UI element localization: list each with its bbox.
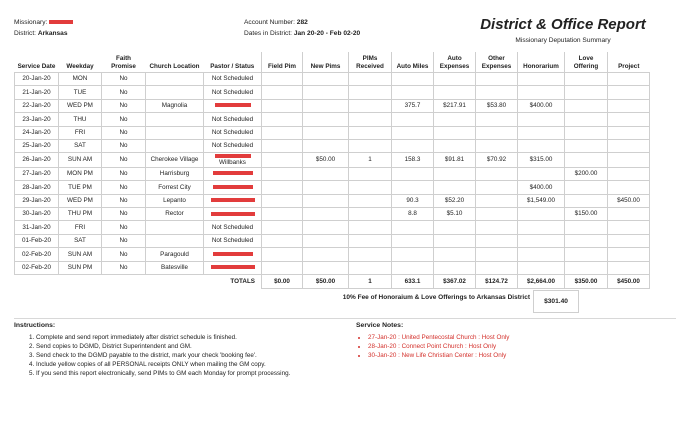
table-cell bbox=[303, 208, 349, 221]
total-love-offering: $350.00 bbox=[565, 274, 608, 288]
table-cell bbox=[303, 139, 349, 152]
table-cell bbox=[565, 261, 608, 274]
instruction-item: 3. Send check to the DGMD payable to the district, mark your check 'booking fee'. bbox=[36, 351, 366, 360]
table-cell bbox=[608, 113, 650, 126]
table-row bbox=[15, 126, 650, 139]
total-pims-received: 1 bbox=[349, 274, 392, 288]
table-cell bbox=[204, 181, 262, 194]
column-header: Faith Promise bbox=[111, 55, 136, 70]
table-cell: $70.92 bbox=[476, 153, 518, 168]
table-cell bbox=[518, 126, 565, 139]
table-cell bbox=[262, 167, 303, 180]
table-cell bbox=[608, 248, 650, 261]
table-row bbox=[15, 181, 650, 194]
table-cell bbox=[565, 99, 608, 112]
column-header: Pastor / Status bbox=[210, 63, 255, 70]
service-note-item: • 28-Jan-20 : Connect Point Church : Host Only bbox=[368, 342, 509, 351]
table-cell: 1 bbox=[349, 153, 392, 168]
table-cell: 90.3 bbox=[392, 194, 434, 207]
table-cell bbox=[565, 234, 608, 247]
table-cell bbox=[303, 234, 349, 247]
column-header: Service Date bbox=[17, 63, 56, 70]
table-cell bbox=[392, 261, 434, 274]
table-cell: Not Scheduled bbox=[204, 234, 262, 247]
table-cell: $91.81 bbox=[434, 153, 476, 168]
column-header: Church Location bbox=[149, 63, 200, 70]
table-cell: No bbox=[102, 113, 146, 126]
pastor-name-redacted bbox=[215, 154, 251, 158]
table-cell bbox=[476, 208, 518, 221]
table-cell: $200.00 bbox=[565, 167, 608, 180]
table-cell bbox=[608, 181, 650, 194]
table-cell: THU bbox=[59, 113, 102, 126]
table-cell: Not Scheduled bbox=[204, 126, 262, 139]
district-value: Arkansas bbox=[37, 30, 68, 37]
table-cell: 02-Feb-20 bbox=[15, 261, 59, 274]
total-honorarium: $2,664.00 bbox=[518, 274, 565, 288]
table-cell bbox=[392, 73, 434, 86]
table-cell: MON PM bbox=[59, 167, 102, 180]
table-cell: No bbox=[102, 261, 146, 274]
table-cell: Batesville bbox=[146, 261, 204, 274]
district-line bbox=[14, 29, 68, 38]
table-cell: $52.20 bbox=[434, 194, 476, 207]
table-cell bbox=[392, 248, 434, 261]
missionary-line bbox=[14, 18, 73, 27]
table-cell: 23-Jan-20 bbox=[15, 113, 59, 126]
table-cell bbox=[392, 181, 434, 194]
table-cell bbox=[434, 221, 476, 234]
column-header: Love Offering bbox=[565, 52, 608, 73]
table-cell: FRI bbox=[59, 126, 102, 139]
district-label: District: bbox=[14, 30, 36, 37]
table-cell bbox=[476, 261, 518, 274]
table-cell: 22-Jan-20 bbox=[15, 99, 59, 112]
table-row bbox=[15, 167, 650, 180]
table-cell bbox=[204, 153, 262, 168]
table-cell bbox=[303, 261, 349, 274]
table-cell bbox=[262, 248, 303, 261]
table-cell: 01-Feb-20 bbox=[15, 234, 59, 247]
table-cell: 26-Jan-20 bbox=[15, 153, 59, 168]
table-cell bbox=[204, 248, 262, 261]
table-cell: 30-Jan-20 bbox=[15, 208, 59, 221]
table-cell bbox=[565, 153, 608, 168]
table-cell bbox=[476, 181, 518, 194]
pastor-name-visible: Willbanks bbox=[219, 159, 246, 167]
column-header: Other Expenses bbox=[476, 52, 518, 73]
table-cell bbox=[262, 194, 303, 207]
total-new-pims: $50.00 bbox=[303, 274, 349, 288]
table-cell bbox=[204, 167, 262, 180]
missionary-name-redacted bbox=[49, 20, 73, 24]
table-cell: 8.8 bbox=[392, 208, 434, 221]
table-cell: No bbox=[102, 234, 146, 247]
table-cell: Forrest City bbox=[146, 181, 204, 194]
table-cell bbox=[518, 234, 565, 247]
total-project: $450.00 bbox=[608, 274, 650, 288]
table-cell bbox=[608, 221, 650, 234]
report-subtitle: Missionary Deputation Summary bbox=[515, 37, 611, 44]
table-cell bbox=[392, 113, 434, 126]
table-cell: TUE bbox=[59, 86, 102, 99]
column-header: Project bbox=[608, 52, 650, 73]
table-cell bbox=[608, 139, 650, 152]
table-cell bbox=[434, 139, 476, 152]
table-cell bbox=[146, 73, 204, 86]
table-cell bbox=[146, 234, 204, 247]
table-cell bbox=[565, 126, 608, 139]
missionary-label: Missionary: bbox=[14, 19, 48, 26]
table-cell bbox=[204, 99, 262, 112]
table-cell bbox=[303, 126, 349, 139]
table-cell bbox=[204, 208, 262, 221]
table-cell bbox=[518, 73, 565, 86]
table-cell bbox=[262, 234, 303, 247]
table-cell bbox=[608, 126, 650, 139]
table-cell bbox=[476, 248, 518, 261]
table-cell bbox=[303, 181, 349, 194]
table-cell bbox=[476, 194, 518, 207]
table-cell bbox=[262, 73, 303, 86]
table-cell bbox=[434, 261, 476, 274]
table-cell: Cherokee Village bbox=[146, 153, 204, 168]
fee-value: $301.40 bbox=[533, 290, 579, 313]
column-header: Field Pim bbox=[262, 52, 303, 73]
table-cell bbox=[476, 234, 518, 247]
pastor-name-redacted bbox=[211, 212, 255, 216]
table-cell: SUN AM bbox=[59, 153, 102, 168]
table-cell bbox=[303, 221, 349, 234]
table-cell: TUE PM bbox=[59, 181, 102, 194]
account-value: 282 bbox=[296, 19, 308, 26]
table-row bbox=[15, 261, 650, 274]
table-cell bbox=[476, 113, 518, 126]
table-cell: THU PM bbox=[59, 208, 102, 221]
table-cell bbox=[434, 73, 476, 86]
table-cell: $400.00 bbox=[518, 181, 565, 194]
total-auto-miles: 633.1 bbox=[392, 274, 434, 288]
service-notes-title: Service Notes: bbox=[356, 322, 404, 329]
table-cell bbox=[262, 86, 303, 99]
table-cell bbox=[392, 86, 434, 99]
table-cell bbox=[565, 248, 608, 261]
table-cell bbox=[434, 126, 476, 139]
report-table bbox=[14, 52, 650, 289]
table-cell: 02-Feb-20 bbox=[15, 248, 59, 261]
table-cell bbox=[392, 126, 434, 139]
column-header: Auto Expenses bbox=[434, 52, 476, 73]
table-cell: $150.00 bbox=[565, 208, 608, 221]
table-cell: No bbox=[102, 126, 146, 139]
table-cell: 158.3 bbox=[392, 153, 434, 168]
column-header: Honorarium bbox=[518, 52, 565, 73]
table-cell: No bbox=[102, 208, 146, 221]
table-cell bbox=[262, 208, 303, 221]
table-cell bbox=[349, 261, 392, 274]
table-cell: Not Scheduled bbox=[204, 221, 262, 234]
table-cell bbox=[434, 234, 476, 247]
total-field-pim: $0.00 bbox=[262, 274, 303, 288]
table-cell: $50.00 bbox=[303, 153, 349, 168]
table-row bbox=[15, 153, 650, 168]
table-cell: 25-Jan-20 bbox=[15, 139, 59, 152]
table-cell bbox=[518, 248, 565, 261]
table-cell bbox=[262, 261, 303, 274]
table-cell: 21-Jan-20 bbox=[15, 86, 59, 99]
table-cell bbox=[146, 86, 204, 99]
table-row bbox=[15, 139, 650, 152]
table-cell bbox=[565, 113, 608, 126]
table-cell bbox=[518, 86, 565, 99]
table-cell: No bbox=[102, 248, 146, 261]
table-cell: 29-Jan-20 bbox=[15, 194, 59, 207]
table-cell bbox=[262, 153, 303, 168]
totals-label: TOTALS bbox=[230, 277, 255, 285]
divider bbox=[14, 318, 676, 319]
table-cell bbox=[392, 234, 434, 247]
table-cell bbox=[303, 86, 349, 99]
table-cell: $400.00 bbox=[518, 99, 565, 112]
table-cell bbox=[349, 113, 392, 126]
pastor-name-redacted bbox=[213, 185, 253, 189]
table-cell bbox=[146, 139, 204, 152]
table-cell bbox=[146, 113, 204, 126]
table-cell bbox=[608, 86, 650, 99]
table-cell bbox=[476, 221, 518, 234]
table-cell bbox=[608, 73, 650, 86]
table-cell: Magnolia bbox=[146, 99, 204, 112]
table-cell bbox=[303, 73, 349, 86]
table-cell bbox=[349, 73, 392, 86]
table-cell bbox=[349, 181, 392, 194]
table-cell bbox=[608, 261, 650, 274]
column-header: Weekday bbox=[66, 63, 94, 70]
total-other-expenses: $124.72 bbox=[476, 274, 518, 288]
table-row bbox=[15, 113, 650, 126]
table-cell bbox=[608, 234, 650, 247]
table-cell: $1,549.00 bbox=[518, 194, 565, 207]
table-cell: SAT bbox=[59, 234, 102, 247]
table-cell: No bbox=[102, 181, 146, 194]
table-cell bbox=[349, 139, 392, 152]
table-cell: $450.00 bbox=[608, 194, 650, 207]
instruction-item: 4. Include yellow copies of all PERSONAL receipts ONLY when mailing the GM copy. bbox=[36, 360, 366, 369]
pastor-name-redacted bbox=[213, 171, 253, 175]
table-row bbox=[15, 194, 650, 207]
table-cell: $53.80 bbox=[476, 99, 518, 112]
table-cell: 28-Jan-20 bbox=[15, 181, 59, 194]
total-auto-expenses: $367.02 bbox=[434, 274, 476, 288]
table-cell bbox=[303, 248, 349, 261]
table-cell bbox=[608, 99, 650, 112]
table-cell: Rector bbox=[146, 208, 204, 221]
table-cell bbox=[518, 221, 565, 234]
table-cell bbox=[565, 221, 608, 234]
table-cell bbox=[392, 139, 434, 152]
table-cell bbox=[146, 126, 204, 139]
table-cell: Not Scheduled bbox=[204, 113, 262, 126]
table-row bbox=[15, 248, 650, 261]
table-cell bbox=[349, 194, 392, 207]
table-row bbox=[15, 86, 650, 99]
account-line bbox=[244, 18, 308, 27]
table-cell: 27-Jan-20 bbox=[15, 167, 59, 180]
service-note-item: • 27-Jan-20 : United Pentecostal Church : Host Only bbox=[368, 333, 509, 342]
account-label: Account Number: bbox=[244, 19, 295, 26]
table-cell bbox=[518, 208, 565, 221]
table-cell: $5.10 bbox=[434, 208, 476, 221]
table-cell bbox=[303, 99, 349, 112]
table-cell bbox=[204, 194, 262, 207]
table-cell bbox=[476, 73, 518, 86]
table-cell: Not Scheduled bbox=[204, 139, 262, 152]
table-cell: No bbox=[102, 99, 146, 112]
table-cell bbox=[518, 113, 565, 126]
table-cell bbox=[392, 221, 434, 234]
table-cell: No bbox=[102, 139, 146, 152]
table-cell bbox=[392, 167, 434, 180]
instruction-item: 1. Complete and send report immediately after district schedule is finished. bbox=[36, 333, 366, 342]
table-cell: WED PM bbox=[59, 99, 102, 112]
table-cell bbox=[303, 113, 349, 126]
table-cell: No bbox=[102, 221, 146, 234]
table-cell: No bbox=[102, 167, 146, 180]
column-header: New Pims bbox=[303, 52, 349, 73]
table-cell bbox=[476, 86, 518, 99]
table-cell: $217.91 bbox=[434, 99, 476, 112]
table-cell: 20-Jan-20 bbox=[15, 73, 59, 86]
table-cell: No bbox=[102, 73, 146, 86]
table-cell bbox=[608, 167, 650, 180]
table-cell: No bbox=[102, 194, 146, 207]
table-cell: Lepanto bbox=[146, 194, 204, 207]
table-cell bbox=[204, 261, 262, 274]
table-cell bbox=[476, 126, 518, 139]
table-cell bbox=[518, 261, 565, 274]
table-cell: MON bbox=[59, 73, 102, 86]
instruction-item: 2. Send copies to DGMD, District Superintendent and GM. bbox=[36, 342, 366, 351]
table-cell: WED PM bbox=[59, 194, 102, 207]
table-cell: Not Scheduled bbox=[204, 86, 262, 99]
table-cell: 31-Jan-20 bbox=[15, 221, 59, 234]
table-cell bbox=[565, 73, 608, 86]
table-cell bbox=[303, 167, 349, 180]
table-cell bbox=[262, 221, 303, 234]
table-cell bbox=[608, 208, 650, 221]
instructions-title: Instructions: bbox=[14, 322, 56, 329]
table-cell: Paragould bbox=[146, 248, 204, 261]
table-cell: Harrisburg bbox=[146, 167, 204, 180]
table-cell bbox=[565, 139, 608, 152]
table-cell: $315.00 bbox=[518, 153, 565, 168]
table-row bbox=[15, 73, 650, 86]
table-cell bbox=[434, 167, 476, 180]
table-cell bbox=[476, 139, 518, 152]
table-cell: Not Scheduled bbox=[204, 73, 262, 86]
service-notes-list bbox=[356, 333, 509, 360]
fee-label: 10% Fee of Honoraium & Love Offerings to Arkansas District bbox=[342, 294, 530, 301]
table-cell bbox=[565, 181, 608, 194]
table-cell bbox=[262, 126, 303, 139]
table-cell: 24-Jan-20 bbox=[15, 126, 59, 139]
table-cell bbox=[349, 208, 392, 221]
instruction-item: 5. If you send this report electronically, send PIMs to GM each Monday for prompt processing. bbox=[36, 369, 366, 378]
table-cell bbox=[349, 167, 392, 180]
table-cell: No bbox=[102, 86, 146, 99]
table-cell bbox=[565, 86, 608, 99]
table-cell bbox=[146, 221, 204, 234]
table-cell bbox=[434, 86, 476, 99]
table-cell: SAT bbox=[59, 139, 102, 152]
pastor-name-redacted bbox=[215, 103, 251, 107]
column-header: Auto Miles bbox=[392, 52, 434, 73]
table-cell bbox=[262, 181, 303, 194]
table-cell bbox=[608, 153, 650, 168]
table-cell: SUN PM bbox=[59, 261, 102, 274]
table-cell bbox=[349, 234, 392, 247]
table-cell bbox=[262, 139, 303, 152]
table-cell bbox=[349, 126, 392, 139]
table-cell bbox=[349, 99, 392, 112]
table-row bbox=[15, 99, 650, 112]
instructions-list bbox=[22, 333, 366, 378]
service-note-item: • 30-Jan-20 : New Life Christian Center : Host Only bbox=[368, 351, 509, 360]
table-cell: 375.7 bbox=[392, 99, 434, 112]
dates-label: Dates in District: bbox=[244, 30, 292, 37]
table-cell bbox=[434, 181, 476, 194]
table-cell bbox=[303, 194, 349, 207]
dates-value: Jan 20-20 - Feb 02-20 bbox=[293, 30, 361, 37]
pastor-name-redacted bbox=[211, 198, 255, 202]
table-cell: No bbox=[102, 153, 146, 168]
table-cell bbox=[434, 248, 476, 261]
table-row bbox=[15, 221, 650, 234]
dates-line bbox=[244, 29, 360, 38]
column-header: PIMs Received bbox=[349, 52, 392, 73]
table-cell bbox=[434, 113, 476, 126]
table-cell bbox=[565, 194, 608, 207]
table-cell bbox=[349, 86, 392, 99]
table-cell bbox=[262, 113, 303, 126]
table-cell: FRI bbox=[59, 221, 102, 234]
table-cell bbox=[349, 221, 392, 234]
table-row bbox=[15, 234, 650, 247]
table-cell: SUN AM bbox=[59, 248, 102, 261]
table-cell bbox=[349, 248, 392, 261]
pastor-name-redacted bbox=[213, 252, 253, 256]
table-cell bbox=[476, 167, 518, 180]
pastor-name-redacted bbox=[211, 265, 255, 269]
report-title: District & Office Report bbox=[480, 16, 646, 33]
table-row bbox=[15, 208, 650, 221]
table-cell bbox=[518, 167, 565, 180]
table-cell bbox=[518, 139, 565, 152]
table-cell bbox=[262, 99, 303, 112]
totals-row bbox=[15, 274, 650, 288]
table-header bbox=[15, 52, 650, 73]
